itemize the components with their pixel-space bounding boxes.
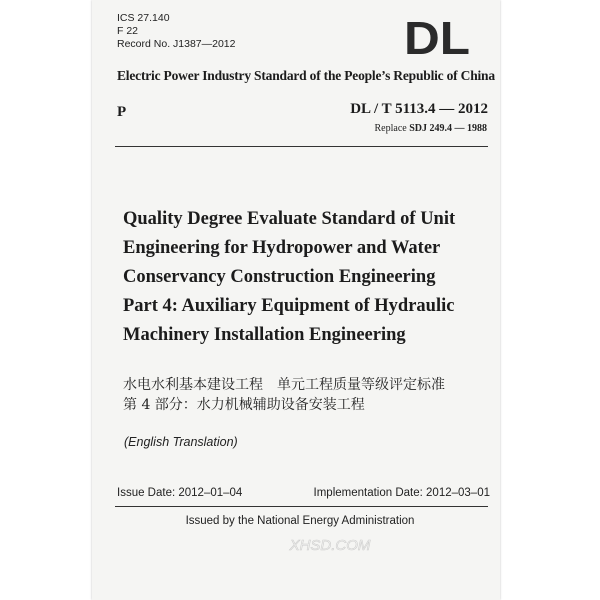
- f-code: F 22: [117, 25, 139, 37]
- dl-logo-text: DL: [404, 18, 470, 58]
- watermark-text: XHSD.COM: [289, 537, 371, 554]
- standard-metadata: [117, 12, 236, 51]
- issuing-body-line: Electric Power Industry Standard of the People’s Republic of China: [117, 68, 495, 83]
- issue-date: Issue Date: 2012–01–04: [117, 487, 243, 499]
- english-title-line: Engineering for Hydropower and Water: [123, 238, 441, 258]
- replaces-standard: [375, 123, 488, 134]
- replaced-standard-code: SDJ 249.4 — 1988: [409, 123, 487, 134]
- english-title-line: Part 4: Auxiliary Equipment of Hydraulic: [123, 296, 455, 316]
- bottom-divider: [115, 506, 488, 507]
- record-number: Record No. J1387—2012: [117, 38, 236, 50]
- english-title: [123, 205, 493, 350]
- chinese-title: [123, 375, 493, 415]
- issuing-authority: Issued by the National Energy Administration: [185, 515, 415, 527]
- english-title-line: Conservancy Construction Engineering: [123, 267, 436, 287]
- classification-mark: P: [117, 104, 127, 120]
- english-title-line: Machinery Installation Engineering: [123, 325, 406, 345]
- chinese-title-line: 水电水利基本建设工程 单元工程质量等级评定标准: [123, 377, 445, 393]
- english-title-line: Quality Degree Evaluate Standard of Unit: [123, 209, 456, 229]
- top-divider: [115, 146, 488, 147]
- standard-number: DL / T 5113.4 — 2012: [350, 101, 488, 117]
- dl-logo: [404, 18, 470, 58]
- replace-prefix: Replace: [374, 123, 410, 134]
- translation-note: (English Translation): [124, 435, 238, 449]
- implementation-date: Implementation Date: 2012–03–01: [313, 487, 490, 499]
- ics-code: ICS 27.140: [117, 12, 170, 24]
- chinese-title-line: 第 4 部分：水力机械辅助设备安装工程: [123, 397, 365, 413]
